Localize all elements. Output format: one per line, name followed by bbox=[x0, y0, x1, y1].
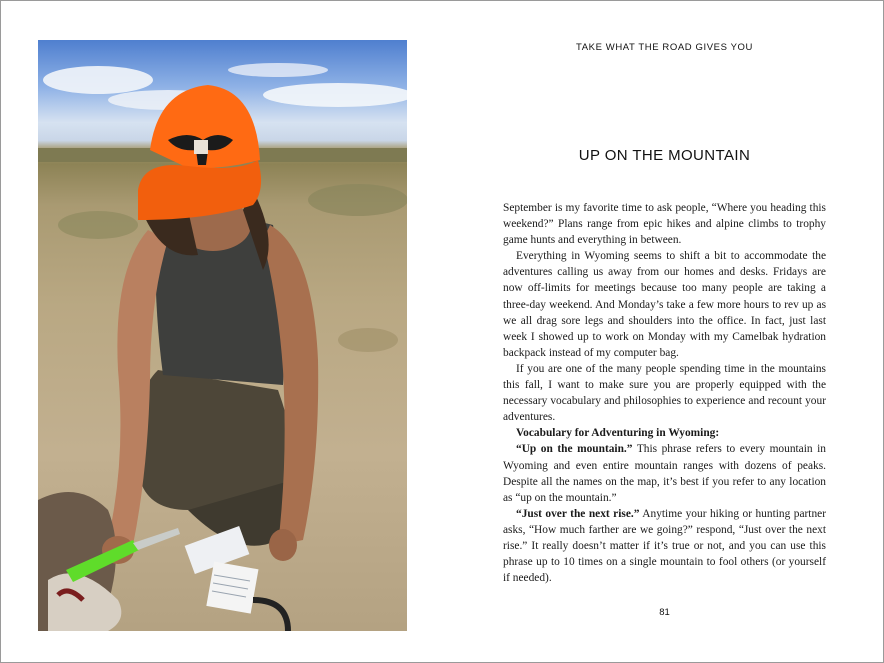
vocabulary-heading bbox=[503, 425, 826, 441]
paragraph-wyoming-shift: Everything in Wyoming seems to shift a bit to accommodate the adventures calling us away from our homes and desks. Fridays are now off-limits for meetings because too many people are taking a three-day weekend. And Monday’s take a few more hours to rev up as we all drag sore legs and shoulders into the office. In fact, just last week I showed up to work on Monday with my Camelbak hydration backpack instead of my computer bag. bbox=[503, 250, 826, 359]
chapter-title: UP ON THE MOUNTAIN bbox=[578, 147, 751, 164]
vocabulary-definition: This phrase refers to every mountain in Wyoming and even entire mountain ranges with dozens of peaks. Despite all the names on the map, it’s best if you refer to any location as “up on the mountain.” bbox=[503, 443, 827, 504]
vocabulary-entry-just-over-the-next-rise bbox=[503, 506, 826, 586]
vocabulary-entry-up-on-the-mountain bbox=[503, 441, 826, 505]
running-head: TAKE WHAT THE ROAD GIVES YOU bbox=[576, 42, 753, 53]
body-text bbox=[503, 200, 826, 586]
photo-illustration bbox=[38, 40, 407, 631]
page-number: 81 bbox=[659, 607, 670, 618]
vocabulary-term: “Just over the next rise.” bbox=[516, 507, 640, 520]
paragraph-mountains-fall: If you are one of the many people spending time in the mountains this fall, I want to make sure you are properly equipped with the necessary vocabulary and philosophies to experience and recount your adventures. bbox=[503, 362, 826, 424]
vocabulary-definition: Anytime your hiking or hunting partner asks, “How much farther are we going?” respond, “Just over the next rise.” It really doesn’t matter if it’s true or not, and you can use this phrase up to 10 times on a single mountain to fool others (or yourself if needed). bbox=[503, 507, 827, 585]
paragraph-intro: September is my favorite time to ask people, “Where you heading this weekend?” Plans range from epic hikes and alpine climbs to trophy game hunts and everything in between. bbox=[503, 202, 826, 247]
vocabulary-heading-text: Vocabulary for Adventuring in Wyoming: bbox=[516, 427, 720, 440]
vocabulary-term: “Up on the mountain.” bbox=[516, 443, 633, 456]
photograph bbox=[38, 40, 407, 631]
